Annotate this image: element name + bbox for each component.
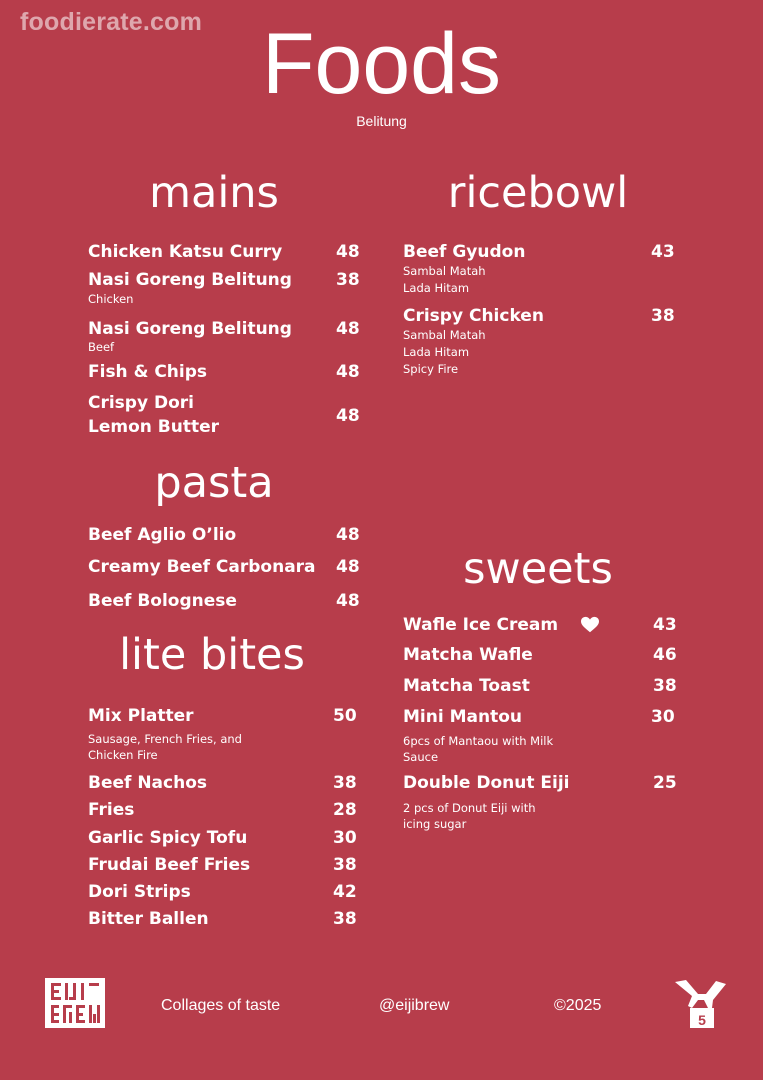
page-subtitle: Belitung <box>356 113 407 129</box>
section-title-lite-bites: lite bites <box>119 630 305 680</box>
item-description: Sambal Matah <box>403 328 486 342</box>
item-name: Nasi Goreng Belitung <box>88 270 292 290</box>
item-description: Chicken Fire <box>88 748 158 762</box>
item-name: Matcha Toast <box>403 676 530 696</box>
item-description: Sausage, French Fries, and <box>88 732 242 746</box>
item-price: 43 <box>653 615 677 635</box>
item-description: Lada Hitam <box>403 281 470 295</box>
item-price: 38 <box>651 306 675 326</box>
eiji-brew-logo <box>45 978 105 1028</box>
item-name: Mix Platter <box>88 706 194 726</box>
item-name: Beef Bolognese <box>88 591 237 611</box>
item-name: Frudai Beef Fries <box>88 855 251 875</box>
item-price: 48 <box>336 525 360 545</box>
item-name: Double Donut Eiji <box>403 773 570 793</box>
item-description: 6pcs of Mantaou with Milk <box>403 734 554 748</box>
item-name-line-2: Lemon Butter <box>88 417 220 437</box>
item-price: 48 <box>336 557 360 577</box>
item-price: 42 <box>333 882 357 902</box>
item-price: 25 <box>653 773 677 793</box>
item-price: 48 <box>336 362 360 382</box>
item-name: Wafle Ice Cream <box>403 615 559 635</box>
item-name: Garlic Spicy Tofu <box>88 828 248 848</box>
footer-copyright: ©2025 <box>554 997 602 1014</box>
item-price: 30 <box>333 828 357 848</box>
item-price: 48 <box>336 406 360 426</box>
item-price: 38 <box>333 855 357 875</box>
item-description: Sauce <box>403 750 439 764</box>
item-name: Bitter Ballen <box>88 909 209 929</box>
item-name: Beef Nachos <box>88 773 208 793</box>
item-price: 38 <box>333 773 357 793</box>
item-name: Beef Aglio O’lio <box>88 525 237 545</box>
item-price: 48 <box>336 242 360 262</box>
watermark: foodierate.com <box>20 8 202 36</box>
item-name: Beef Gyudon <box>403 242 526 262</box>
item-name: Matcha Wafle <box>403 645 533 665</box>
item-name: Fries <box>88 800 135 820</box>
item-name: Dori Strips <box>88 882 191 902</box>
item-description: Chicken <box>88 292 134 306</box>
item-description: 2 pcs of Donut Eiji with <box>403 801 536 815</box>
item-price: 38 <box>333 909 357 929</box>
item-price: 38 <box>336 270 360 290</box>
footer-tagline: Collages of taste <box>161 997 281 1014</box>
item-description: Sambal Matah <box>403 264 486 278</box>
section-title-pasta: pasta <box>154 458 274 508</box>
section-title-ricebowl: ricebowl <box>447 168 629 218</box>
item-price: 38 <box>653 676 677 696</box>
section-title-mains: mains <box>149 168 279 218</box>
section-title-sweets: sweets <box>463 544 613 594</box>
mascot-icon <box>672 978 728 1030</box>
item-price: 30 <box>651 707 675 727</box>
svg-text:5: 5 <box>698 1012 706 1028</box>
item-price: 46 <box>653 645 677 665</box>
item-description: Beef <box>88 340 115 354</box>
item-name: Crispy Chicken <box>403 306 544 326</box>
footer-handle[interactable]: @eijibrew <box>379 997 450 1014</box>
item-name: Chicken Katsu Curry <box>88 242 283 262</box>
item-name: Creamy Beef Carbonara <box>88 557 316 577</box>
menu-item <box>88 391 362 441</box>
item-price: 48 <box>336 591 360 611</box>
item-price: 50 <box>333 706 357 726</box>
item-name: Mini Mantou <box>403 707 522 727</box>
item-price: 28 <box>333 800 357 820</box>
item-description: icing sugar <box>403 817 467 831</box>
item-price: 43 <box>651 242 675 262</box>
item-name: Crispy Dori <box>88 393 194 413</box>
item-description: Spicy Fire <box>403 362 459 376</box>
item-price: 48 <box>336 319 360 339</box>
item-name: Nasi Goreng Belitung <box>88 319 292 339</box>
item-name: Fish & Chips <box>88 362 208 382</box>
item-description: Lada Hitam <box>403 345 470 359</box>
heart-icon <box>581 616 599 634</box>
page-title: Foods <box>261 16 502 112</box>
